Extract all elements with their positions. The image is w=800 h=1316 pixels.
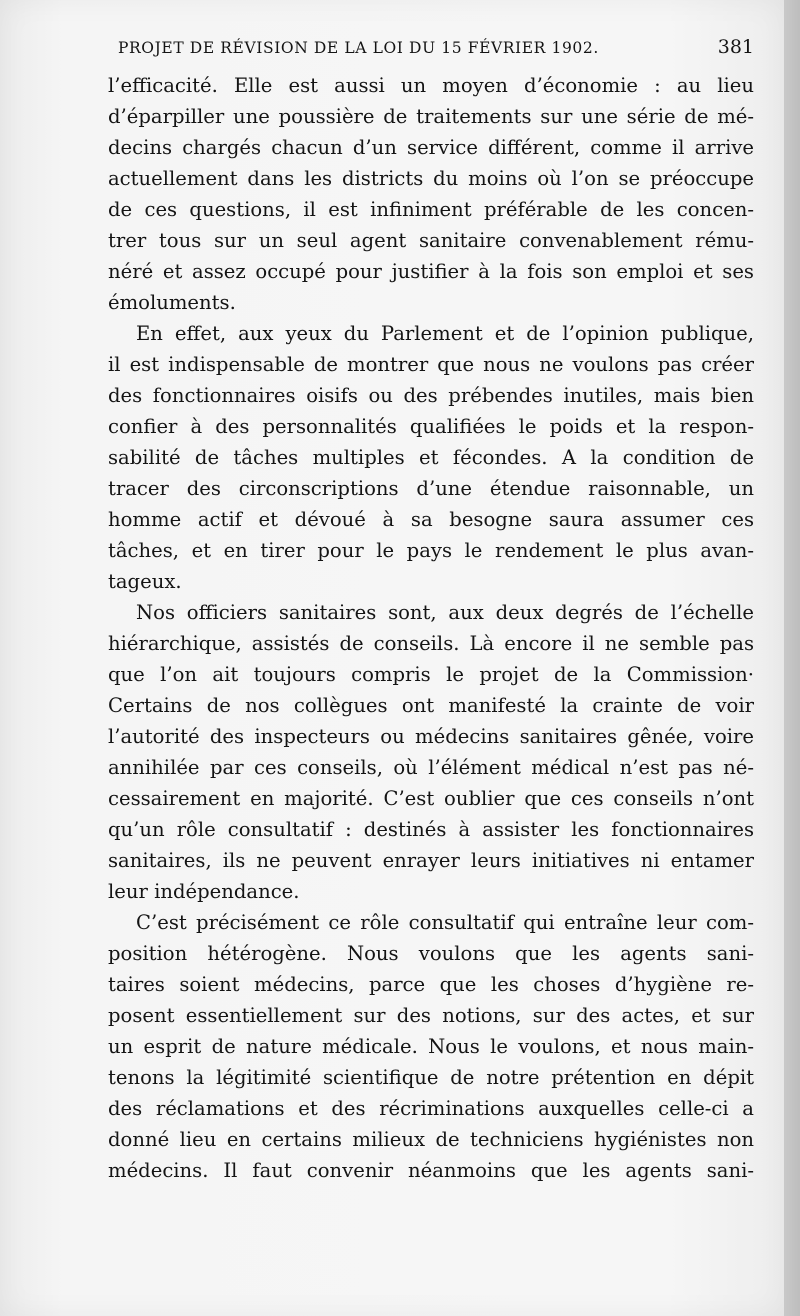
text-line: position hétérogène. Nous voulons que les agents sani- bbox=[108, 942, 754, 965]
running-title: PROJET DE RÉVISION DE LA LOI DU 15 FÉVRIER 1902. bbox=[118, 39, 599, 57]
text-line: annihilée par ces conseils, où l’élément médical n’est pas né- bbox=[108, 756, 754, 779]
text-line: sanitaires, ils ne peuvent enrayer leurs initiatives ni entamer bbox=[108, 849, 754, 872]
text-line: trer tous sur un seul agent sanitaire convenablement rému- bbox=[108, 229, 754, 252]
page-number: 381 bbox=[717, 36, 754, 58]
text-line: des fonctionnaires oisifs ou des prébendes inutiles, mais bien bbox=[108, 384, 754, 407]
text-line: qu’un rôle consultatif : destinés à assister les fonctionnaires bbox=[108, 818, 754, 841]
text-line: posent essentiellement sur des notions, sur des actes, et sur bbox=[108, 1004, 754, 1027]
text-line: cessairement en majorité. C’est oublier que ces conseils n’ont bbox=[108, 787, 754, 810]
text-line: d’éparpiller une poussière de traitements sur une série de mé- bbox=[108, 105, 754, 128]
text-line: il est indispensable de montrer que nous ne voulons pas créer bbox=[108, 353, 754, 376]
text-line: tâches, et en tirer pour le pays le rendement le plus avan- bbox=[108, 539, 754, 562]
text-line: médecins. Il faut convenir néanmoins que les agents sani- bbox=[108, 1159, 754, 1182]
text-line: homme actif et dévoué à sa besogne saura assumer ces bbox=[108, 508, 754, 531]
text-line: de ces questions, il est infiniment préférable de les concen- bbox=[108, 198, 754, 221]
text-line: En effet, aux yeux du Parlement et de l’opinion publique, bbox=[136, 322, 754, 345]
text-line: leur indépendance. bbox=[108, 880, 300, 903]
text-line: l’efficacité. Elle est aussi un moyen d’économie : au lieu bbox=[108, 74, 754, 97]
text-line: Certains de nos collègues ont manifesté la crainte de voir bbox=[108, 694, 754, 717]
text-line: des réclamations et des récriminations auxquelles celle-ci a bbox=[108, 1097, 754, 1120]
text-line: émoluments. bbox=[108, 291, 236, 314]
text-line: tenons la légitimité scientifique de notre prétention en dépit bbox=[108, 1066, 754, 1089]
text-line: tageux. bbox=[108, 570, 182, 593]
text-line: C’est précisément ce rôle consultatif qui entraîne leur com- bbox=[136, 911, 754, 934]
text-line: taires soient médecins, parce que les choses d’hygiène re- bbox=[108, 973, 754, 996]
text-line: sabilité de tâches multiples et fécondes. A la condition de bbox=[108, 446, 754, 469]
body-text bbox=[108, 70, 754, 1186]
text-line: l’autorité des inspecteurs ou médecins sanitaires gênée, voire bbox=[108, 725, 754, 748]
text-line: néré et assez occupé pour justifier à la fois son emploi et ses bbox=[108, 260, 754, 283]
text-line: un esprit de nature médicale. Nous le voulons, et nous main- bbox=[108, 1035, 754, 1058]
page-edge bbox=[784, 0, 800, 1316]
text-line: tracer des circonscriptions d’une étendue raisonnable, un bbox=[108, 477, 754, 500]
text-line: confier à des personnalités qualifiées le poids et la respon- bbox=[108, 415, 754, 438]
running-header bbox=[118, 36, 754, 58]
text-line: Nos officiers sanitaires sont, aux deux degrés de l’échelle bbox=[136, 601, 754, 624]
text-line: hiérarchique, assistés de conseils. Là encore il ne semble pas bbox=[108, 632, 754, 655]
text-line: actuellement dans les districts du moins où l’on se préoccupe bbox=[108, 167, 754, 190]
text-line: que l’on ait toujours compris le projet de la Commission· bbox=[108, 663, 754, 686]
text-line: decins chargés chacun d’un service différent, comme il arrive bbox=[108, 136, 754, 159]
text-line: donné lieu en certains milieux de techniciens hygiénistes non bbox=[108, 1128, 754, 1151]
